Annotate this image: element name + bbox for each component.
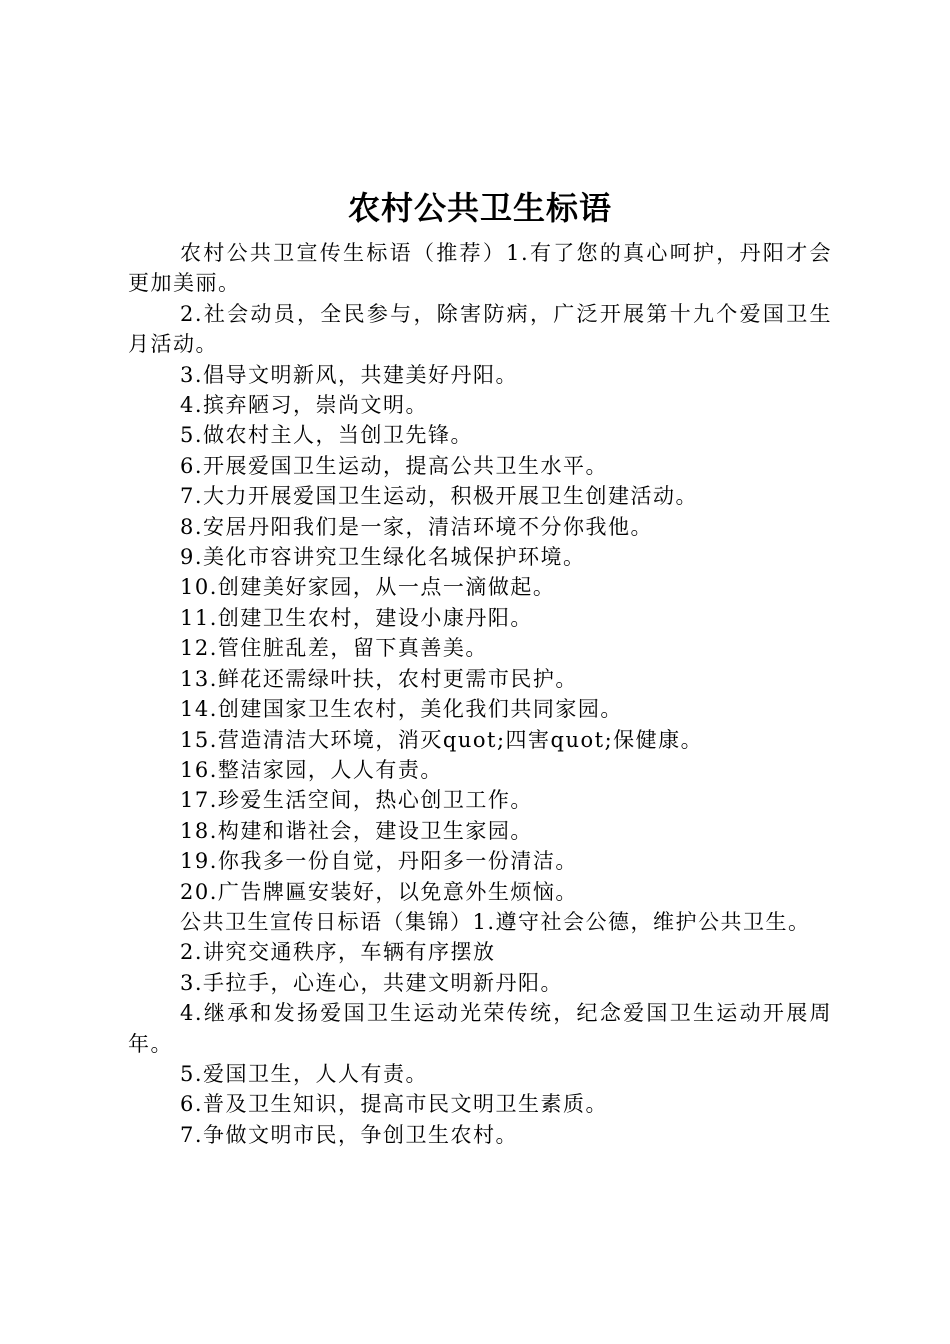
document-body bbox=[128, 238, 832, 1150]
paragraph: 5.爱国卫生，人人有责。 bbox=[180, 1061, 429, 1086]
paragraph: 3.手拉手，心连心，共建文明新丹阳。 bbox=[180, 970, 564, 995]
paragraph: 6.普及卫生知识，提高市民文明卫生素质。 bbox=[180, 1092, 609, 1117]
paragraph: 18.构建和谐社会，建设卫生家园。 bbox=[180, 818, 533, 843]
paragraph: 6.开展爱国卫生运动，提高公共卫生水平。 bbox=[180, 453, 609, 478]
document-title: 农村公共卫生标语 bbox=[347, 189, 612, 227]
paragraph: 10.创建美好家园，从一点一滴做起。 bbox=[180, 575, 556, 600]
paragraph: 9.美化市容讲究卫生绿化名城保护环境。 bbox=[180, 545, 586, 570]
paragraph: 15.营造清洁大环境，消灭quot;四害quot;保健康。 bbox=[180, 727, 704, 752]
paragraph: 公共卫生宣传日标语（集锦）1.遵守社会公德，维护公共卫生。 bbox=[180, 909, 811, 934]
paragraph: 14.创建国家卫生农村，美化我们共同家园。 bbox=[180, 697, 623, 722]
document-page bbox=[128, 180, 832, 1150]
paragraph: 16.整洁家园，人人有责。 bbox=[180, 757, 443, 782]
paragraph: 11.创建卫生农村，建设小康丹阳。 bbox=[180, 605, 533, 630]
paragraph: 7.大力开展爱国卫生运动，积极开展卫生创建活动。 bbox=[180, 484, 699, 509]
paragraph: 2.社会动员，全民参与，除害防病，广泛开展第十九个爱国卫生月活动。 bbox=[128, 301, 832, 357]
paragraph: 17.珍爱生活空间，热心创卫工作。 bbox=[180, 788, 533, 813]
paragraph: 5.做农村主人，当创卫先锋。 bbox=[180, 423, 474, 448]
paragraph: 12.管住脏乱差，留下真善美。 bbox=[180, 636, 488, 661]
paragraph: 3.倡导文明新风，共建美好丹阳。 bbox=[180, 362, 519, 387]
paragraph: 20.广告牌匾安装好，以免意外生烦恼。 bbox=[180, 879, 578, 904]
paragraph: 19.你我多一份自觉，丹阳多一份清洁。 bbox=[180, 849, 578, 874]
paragraph: 4.继承和发扬爱国卫生运动光荣传统，纪念爱国卫生运动开展周年。 bbox=[128, 1001, 832, 1056]
paragraph: 7.争做文明市民，争创卫生农村。 bbox=[180, 1122, 519, 1147]
paragraph: 4.摈弃陋习，崇尚文明。 bbox=[180, 393, 429, 418]
paragraph: 2.讲究交通秩序，车辆有序摆放 bbox=[180, 940, 496, 965]
paragraph: 13.鲜花还需绿叶扶，农村更需市民护。 bbox=[180, 666, 578, 691]
paragraph: 8.安居丹阳我们是一家，清洁环境不分你我他。 bbox=[180, 514, 654, 539]
paragraph: 农村公共卫宣传生标语（推荐）1.有了您的真心呵护，丹阳才会更加美丽。 bbox=[128, 241, 832, 296]
